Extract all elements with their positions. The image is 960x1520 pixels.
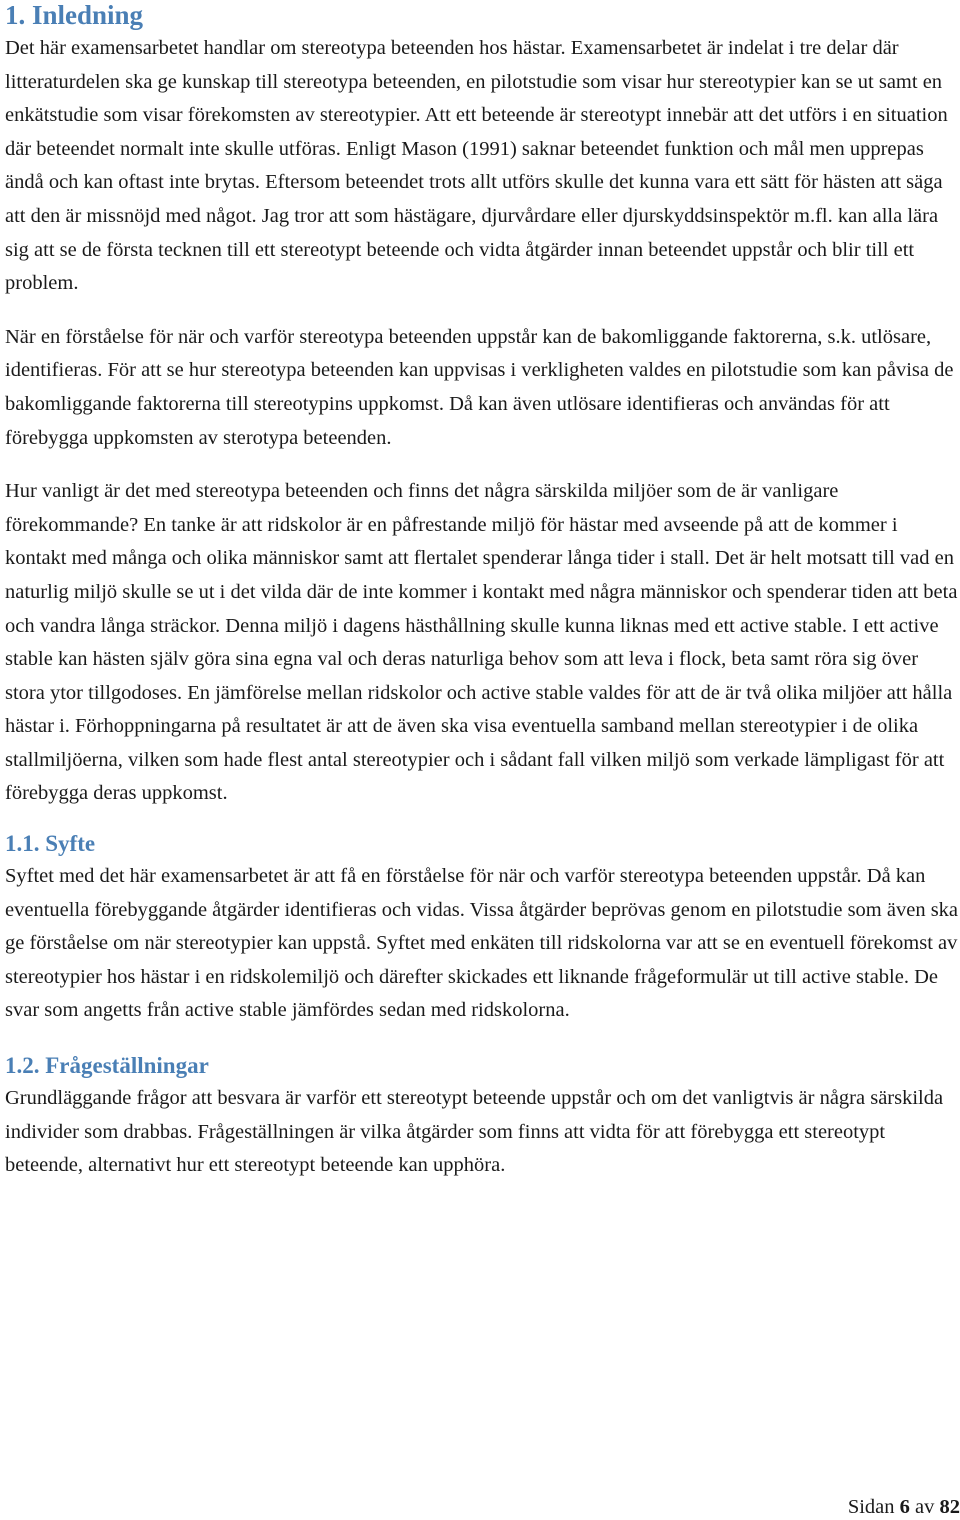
section-heading-inledning: 1. Inledning — [5, 0, 960, 30]
page-number-footer — [848, 1494, 960, 1520]
paragraph-intro-3: Hur vanligt är det med stereotypa beteenden och finns det några särskilda miljöer som de är vanligare förekommande? En tanke är att ridskolor är en påfrestande miljö för hästar med avseende på att de kommer i kontakt med många och olika människor samt att flertalet spenderar långa tider i stall. Det är helt motsatt till vad en naturlig miljö skulle se ut i det vilda där de inte kommer i kontakt med några människor och spenderar tiden att beta och vandra långa sträckor. Denna miljö i dagens hästhållning skulle kunna liknas med ett active stable. I ett active stable kan hästen själv göra sina egna val och deras naturliga behov som att leva i flock, beta samt röra sig över stora ytor tillgodoses. En jämförelse mellan ridskolor och active stable valdes för att de är två olika miljöer att hålla hästar i. Förhoppningarna på resultatet är att de även ska visa eventuella samband mellan stereotypier i de olika stallmiljöerna, vilken som hade flest antal stereotypier och i sådant fall vilken miljö som verkade lämpligast för att förebygga deras uppkomst. — [5, 475, 960, 811]
paragraph-fragestallningar: Grundläggande frågor att besvara är varför ett stereotypt beteende uppstår och om det vanligtvis är några särskilda individer som drabbas. Frågeställningen är vilka åtgärder som finns att vidta för att förebygga ett stereotypt beteende, alternativt hur ett stereotypt beteende kan upphöra. — [5, 1082, 960, 1183]
paragraph-intro-2: När en förståelse för när och varför stereotypa beteenden uppstår kan de bakomliggande faktorerna, s.k. utlösare, identifieras. För att se hur stereotypa beteenden kan uppvisas i verkligheten valdes en pilotstudie som kan påvisa de bakomliggande faktorerna till stereotypins uppkomst. Då kan även utlösare identifieras och användas för att förebygga uppkomsten av sterotypa beteenden. — [5, 321, 960, 455]
footer-prefix: Sidan — [848, 1496, 895, 1518]
footer-of: av — [915, 1496, 934, 1518]
section-heading-syfte: 1.1. Syfte — [5, 831, 960, 857]
paragraph-intro-1: Det här examensarbetet handlar om stereotypa beteenden hos hästar. Examensarbetet är indelat i tre delar där litteraturdelen ska ge kunskap till stereotypa beteenden, en pilotstudie som visar hur stereotypier kan se ut samt en enkätstudie som visar förekomsten av stereotypier. Att ett beteende är stereotypt innebär att det utförs i en situation där beteendet normalt inte skulle utföras. Enligt Mason (1991) saknar beteendet funktion och mål men upprepas ändå och kan oftast inte brytas. Eftersom beteendet trots allt utförs skulle det kunna vara ett sätt för hästen att säga att den är missnöjd med något. Jag tror att som hästägare, djurvårdare eller djurskyddsinspektör m.fl. kan alla lära sig att se de första tecknen till ett stereotypt beteende och vidta åtgärder innan beteendet uppstår och blir till ett problem. — [5, 32, 960, 301]
document-page — [5, 0, 960, 1183]
paragraph-syfte: Syftet med det här examensarbetet är att få en förståelse för när och varför stereotypa beteenden uppstår. Då kan eventuella förebyggande åtgärder identifieras och vidas. Vissa åtgärder beprövas genom en pilotstudie som även ska ge förståelse om när stereotypier kan uppstå. Syftet med enkäten till ridskolorna var att se en eventuell förekomst av stereotypier hos hästar i en ridskolemiljö och därefter skickades ett liknande frågeformulär ut till active stable. De svar som angetts från active stable jämfördes sedan med ridskolorna. — [5, 860, 960, 1028]
section-heading-fragestallningar: 1.2. Frågeställningar — [5, 1053, 960, 1079]
footer-page-number: 6 — [900, 1496, 910, 1518]
footer-page-total: 82 — [940, 1496, 960, 1518]
